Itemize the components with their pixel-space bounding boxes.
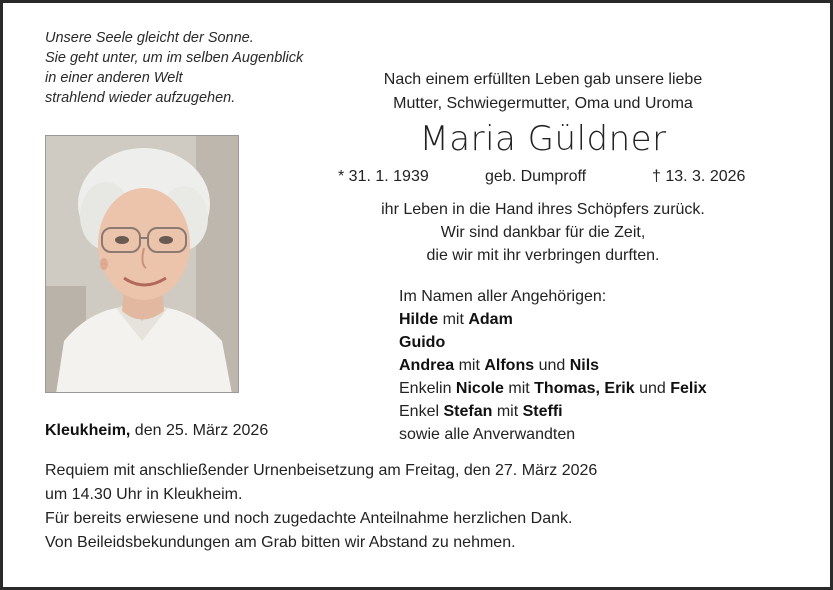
birth-date: * 31. 1. 1939 [338,168,429,185]
place-name: Kleukheim, [45,422,131,439]
portrait-photo [45,135,239,393]
motto-line: in einer anderen Welt [45,70,183,86]
mourner-name: Hilde [399,311,439,328]
mourner-name: Nicole [455,380,504,397]
connector-text: mit [454,357,485,374]
mourner-name: Stefan [443,403,493,420]
connector-text: mit [438,311,469,328]
mourner-name: Guido [399,334,446,351]
place-date [45,419,268,443]
death-date: † 13. 3. 2026 [652,168,746,185]
verse-line: ihr Leben in die Hand ihres Schöpfers zurück. [381,201,705,218]
mourner-name: Adam [468,311,513,328]
service-line: Von Beileidsbekundungen am Grab bitten wir Abstand zu nehmen. [45,534,516,551]
verse-line: die wir mit ihr verbringen durften. [426,247,660,264]
intro-text [343,68,743,116]
life-dates [338,165,748,189]
connector-text: und [534,357,570,374]
motto-quote [45,28,355,108]
connector-text: mit [503,380,535,397]
intro-line: Nach einem erfüllten Leben gab unsere liebe [383,71,703,88]
mourner-line [399,308,819,331]
mourner-line [399,331,819,354]
motto-line: Unsere Seele gleicht der Sonne. [45,30,254,46]
mourner-name: Felix [670,380,707,397]
service-line: Requiem mit anschließender Urnenbeisetzung am Freitag, den 27. März 2026 [45,462,598,479]
mourners-closing: sowie alle Anverwandten [399,426,576,443]
mourners-heading: Im Namen aller Angehörigen: [399,288,607,305]
mourner-name: Andrea [399,357,455,374]
service-info [45,459,805,555]
mourner-name: Nils [569,357,600,374]
mourner-name: Steffi [522,403,563,420]
verse-line: Wir sind dankbar für die Zeit, [440,224,646,241]
notice-date: den 25. März 2026 [130,422,269,439]
intro-line: Mutter, Schwiegermutter, Oma und Uroma [393,95,693,112]
mourner-line [399,354,819,377]
connector-text: und [634,380,671,397]
relation-label: Enkelin [399,380,456,397]
motto-line: Sie geht unter, um im selben Augenblick [45,50,304,66]
connector-text: mit [492,403,523,420]
portrait-illustration [46,136,239,393]
verse-text [343,198,743,267]
service-line: um 14.30 Uhr in Kleukheim. [45,486,243,503]
mourner-line [399,377,819,400]
service-line: Für bereits erwiesene und noch zugedachte Anteilnahme herzlichen Dank. [45,510,573,527]
mourner-name: Alfons [484,357,535,374]
mourners-list [399,285,819,446]
maiden-name: geb. Dumproff [485,168,587,185]
motto-line: strahlend wieder aufzugehen. [45,90,236,106]
relation-label: Enkel [399,403,444,420]
deceased-name: Maria Güldner [419,119,667,159]
mourner-name: Thomas, Erik [534,380,635,397]
mourner-line [399,400,819,423]
